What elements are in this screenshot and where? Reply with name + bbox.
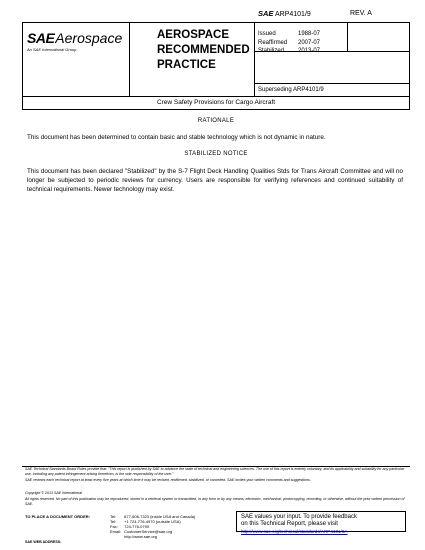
footer-rules-text: SAE Technical Standards Board Rules provide that: "This report is published by SAE to advance the state of technical and engineering sciences. The use of this report is entirely voluntary, and its applicability and suitability for any particular use, including any patent infringement arising therefrom, is the sole responsibility of the user." xyxy=(25,467,405,476)
footer-rights-text: All rights reserved. No part of this publication may be reproduced, stored in a retrieval system or transmitted, in any form or by any means, electronic, mechanical, photocopying, recording, or otherwise, without the prior written permission of SAE. xyxy=(25,497,405,506)
date-row xyxy=(258,39,320,48)
logo-tagline: An SAE International Group xyxy=(27,47,77,52)
footer-review-text: SAE reviews each technical report at least every five years at which time it may be revised, reaffirmed, stabilized, or cancelled. SAE invites your written comments and suggestions. xyxy=(25,478,311,482)
date-label: Issued xyxy=(258,31,276,37)
date-label: Reaffirmed xyxy=(258,39,288,46)
stabilized-text: This document has been declared "Stabilized" by the S-7 Flight Deck Handling Qualities Stds for Trans Aircraft Committee and will no longer be subjected to periodic reviews for currency. Users are responsible for verifying references and continued suitability of technical requirements. Newer technology may exist. xyxy=(27,168,403,193)
date-label: Stabilized xyxy=(258,48,285,55)
order-value: CustomerService@sae.org xyxy=(124,529,173,534)
order-key xyxy=(110,534,124,539)
rationale-text: This document has been determined to contain basic and stable technology which is not dynamic in nature. xyxy=(27,134,326,141)
header-divider xyxy=(254,23,255,96)
feedback-line: SAE values your input. To provide feedback xyxy=(241,514,357,520)
revision-label: REV. A xyxy=(350,10,372,17)
order-value: 877-606-7323 (inside USA and Canada) xyxy=(124,514,196,519)
header-divider xyxy=(129,23,130,96)
document-title: Crew Safety Provisions for Cargo Aircraft xyxy=(22,97,410,110)
date-value: 1988-07 xyxy=(298,31,321,37)
order-key: Email: xyxy=(110,529,122,534)
order-label: TO PLACE A DOCUMENT ORDER: xyxy=(25,514,90,519)
order-value: http://www.sae.org xyxy=(124,534,158,539)
feedback-link[interactable]: http://www.sae.org/technical/standards/ARP4101/9A xyxy=(241,529,348,534)
rationale-heading: RATIONALE xyxy=(197,118,235,124)
web-address-label: SAE WEB ADDRESS: xyxy=(25,540,62,544)
feedback-line: on this Technical Report, please visit xyxy=(241,521,338,527)
stabilized-heading: STABILIZED NOTICE xyxy=(184,151,248,157)
doc-type-line: PRACTICE xyxy=(157,59,216,71)
sae-aerospace-logo xyxy=(27,30,122,48)
order-row xyxy=(25,534,198,539)
header-divider xyxy=(347,23,348,51)
date-row xyxy=(258,30,320,39)
footer-copyright: Copyright © 2013 SAE International xyxy=(25,491,82,495)
header-box xyxy=(22,22,410,97)
doc-prefix: SAE xyxy=(258,9,274,18)
doc-type-line: AEROSPACE xyxy=(157,29,229,41)
date-value: 2013-07 xyxy=(298,48,321,55)
order-info xyxy=(25,514,198,539)
logo-sae-text: SAE xyxy=(27,30,55,46)
date-value: 2007-07 xyxy=(298,39,321,46)
feedback-box xyxy=(236,511,406,532)
order-key: Tel: xyxy=(110,519,117,524)
doc-number-value: ARP4101/9 xyxy=(274,11,311,18)
doc-type-line: RECOMMENDED xyxy=(157,44,250,56)
superseding-note: Superseding ARP4101/9 xyxy=(258,87,324,93)
order-value: +1 724-776-4970 (outside USA) xyxy=(124,519,181,524)
order-value: 724-776-0790 xyxy=(124,524,150,529)
logo-aerospace-text: Aerospace xyxy=(55,30,123,46)
document-type xyxy=(157,28,250,73)
header-divider xyxy=(254,83,410,84)
date-row xyxy=(258,47,320,56)
document-number xyxy=(258,9,311,18)
date-table xyxy=(258,30,320,56)
order-key: Tel: xyxy=(110,514,117,519)
order-key: Fax: xyxy=(110,524,118,529)
